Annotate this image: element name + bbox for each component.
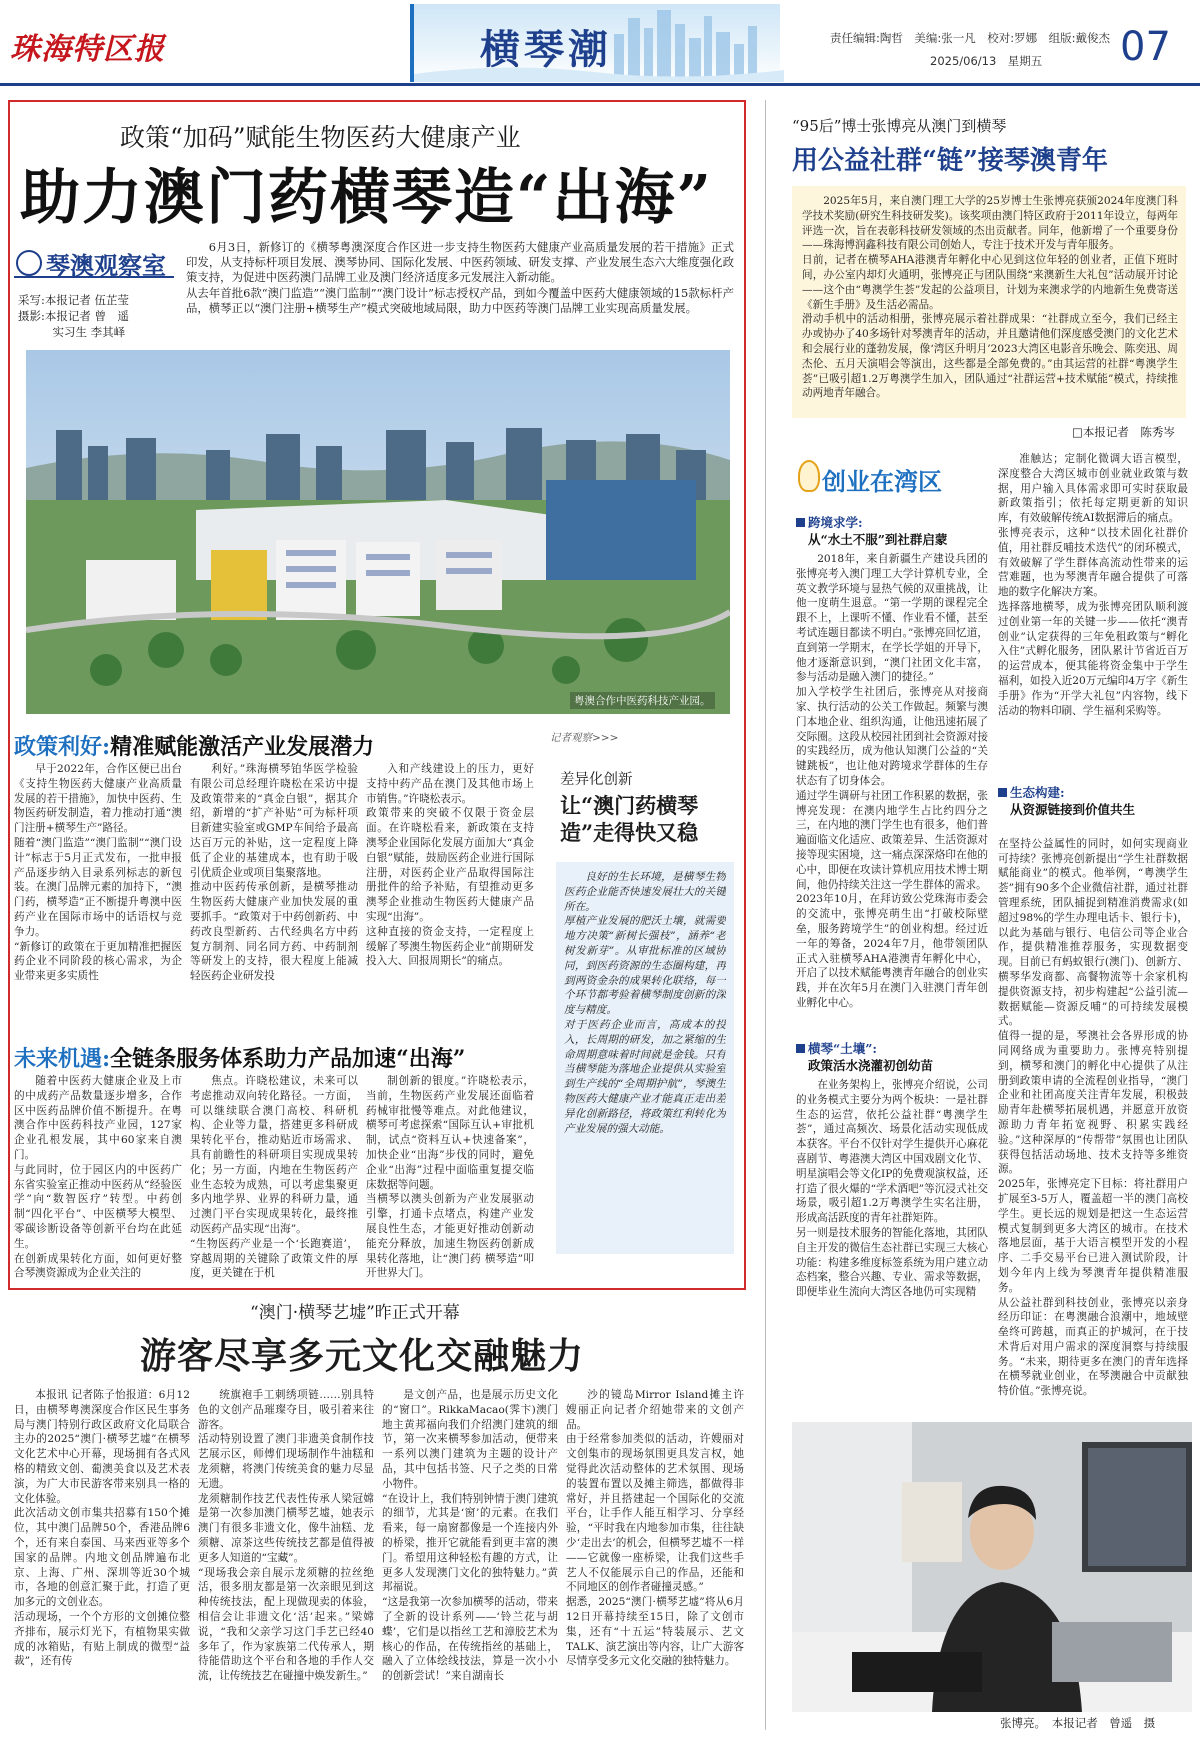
- lightbulb-icon: [798, 460, 820, 492]
- article2-lead-box: [792, 186, 1186, 418]
- square-bullet-icon: [796, 518, 805, 527]
- portrait-caption: 张博亮。 本报记者 曾遥 摄: [1000, 1716, 1156, 1730]
- article2-title: 用公益社群“链”接琴澳青年: [792, 146, 1108, 176]
- policy-column-2: 利好。”珠海横琴铂华医学检验有限公司总经理许晓松在采访中提及政策带来的“真金白银”，据其介绍，新增的“扩产补贴”可为标杆项目新建实验室或GMP车间给予最高达百万元的补贴，这一定程度上降低了企业的基建成本，也有助于吸引优质企业或项目集聚落地。 推动中医药传承创新，是横琴推动生物医药大健康产业加快发展的重要抓手。“政策对于中药创新药、中药改良型新药、古代经典名方中药复方制剂、同名同方药、中药制剂等研发上的支持，很大程度上能减轻医药企业研发投: [190, 763, 358, 983]
- feature-headline: 助力澳门药横琴造“出海”: [20, 163, 714, 233]
- byline-photo: 摄影:本报记者 曾 遥: [18, 309, 130, 323]
- commentary-kicker: 差异化创新: [560, 772, 633, 788]
- article3-column-2: 统旗袍手工刺绣项链……别具特色的文创产品璀璨夺目，吸引着来往游客。 活动特别设置了澳门非遗美食制作技艺展示区，师傅们现场制作牛油糕和龙须糖，将澳门传统美食的魅力尽显无遗。 龙须糖制作技艺代表性传承人梁冠嫦是第一次参加澳门横琴艺墟，她表示澳门有很多非遗文化，像牛油糕、龙须糖、凉茶这些传统技艺都是值得被更多人知道的“宝藏”。 “现场我会亲自展示龙须糖的拉丝绝活，很多朋友都是第一次亲眼见到这种传统技法，配上现做现卖的体验，相信会让非遗文化‘活’起来。”梁嫦说，“我和父亲学习这门手艺已经40多年了，作为家族第二代传承人，期待能借助这个平台和各地的手作人交流，让传统技艺在碰撞中焕发新生。”: [198, 1389, 374, 1683]
- photo-caption: 粤澳合作中医药科技产业园。: [570, 692, 715, 709]
- article3-title: 游客尽享多元文化交融魅力: [140, 1335, 585, 1377]
- editor-credits: 责任编辑:陶哲 美编:张一凡 校对:罗娜 组版:戴俊杰: [830, 31, 1110, 45]
- industrial-park-photo: [26, 350, 730, 714]
- section-heading-policy: [14, 730, 374, 761]
- column-divider: [765, 100, 766, 1730]
- article3-kicker: “澳门·横琴艺墟”昨正式开幕: [250, 1303, 460, 1323]
- future-column-2: 焦点。许晓松建议，未来可以考虑推动双向转化路径。一方面，可以继续联合澳门高校、科研机构、企业等力量，搭建更多科研成果转化平台，推动贴近市场需求、具有前瞻性的科研项目实现成果转化；另一方面，内地在生物医药产业生态较为成熟，可以考虑集聚更多内地学界、业界的科研力量，通过澳门平台实现成果转化，最终推动医药产品实现“出海”。 “生物医药产业是一个‘长跑赛道’，穿越周期的关键除了政策文件的厚度，更关键在于机: [190, 1075, 358, 1280]
- subhead-ecosystem-sub: 从资源链接到价值共生: [1010, 802, 1136, 817]
- subhead-title: 生态构建:: [1010, 785, 1065, 800]
- heading-text: 全链条服务体系助力产品加速“出海”: [110, 1046, 466, 1072]
- heading-label: 政策利好:: [14, 734, 111, 760]
- commentary-title: 让“澳门药横琴造”走得快又稳: [560, 793, 699, 845]
- subhead-hengqin-soil: [796, 1040, 877, 1057]
- policy-column-3: 入和产线建设上的压力，更好支持中药产品在澳门及其他市场上市销售。”许晓松表示。 政策带来的突破不仅限于资金层面。在许晓松看来，新政策在支持澳琴企业国际化发展方面加大“真金白银”赋能，鼓励医药企业进行国际注册，对医药企业产品取得国际注册批件的给予补贴，有望推动更多澳琴企业推动生物医药大健康产品实现“出海”。 这种直接的资金支持，一定程度上缓解了琴澳生物医药企业“前期研发投入大、回报周期长”的痛点。: [366, 763, 534, 968]
- globe-icon: [16, 250, 42, 276]
- future-column-1: 随着中医药大健康企业及上市的中成药产品数量逐步增多，合作区中医药品牌价值不断提升。在粤澳合作中医药科技产业园，127家企业孔根发展，其中60家来自澳门。 与此同时，位于园区内的中医药广东省实验室正推动中医药从“经验医学”向“数智医疗”转型。中药创制“四化平台”、中医横琴大模型、零碳诊断设备等创新平台均在此延生。 在创新成果转化方面，如何更好整合琴澳资源成为企业关注的: [14, 1075, 182, 1280]
- feature-kicker: 政策“加码”赋能生物医药大健康产业: [120, 123, 521, 152]
- subhead-title: 跨境求学:: [808, 515, 863, 530]
- article3-column-4: 沙的镜岛Mirror Island摊主许嫂丽正向记者介绍她带来的文创产品。 由于经常参加类似的活动，许嫂丽对文创集市的现场氛围更具发言权，她觉得此次活动整体的艺术氛围、现场的装置布置以及摊主筛选，都做得非常好，并且搭建起一个国际化的交流平台，让手作人能互相学习、分享经验，“平时我在内地参加市集，往往缺少‘走出去’的机会，但横琴艺墟不一样——它就像一座桥梁，让我们这些手艺人不仅能展示自己的作品，还能和不同地区的创作者碰撞灵感。” 据悉，2025“澳门·横琴艺墟”将从6月12日开幕持续至15日，除了文创市集，还有“十五运”特装展示、艺文TALK、演艺演出等内容，让广大游客尽情享受多元文化交融的独特魅力。: [566, 1389, 744, 1668]
- byline-writer: 采写:本报记者 伍芷莹: [18, 293, 130, 307]
- subhead-cross-border-sub: 从“水土不服”到社群启蒙: [808, 532, 948, 547]
- subhead-title: 横琴“土壤”:: [808, 1041, 877, 1056]
- heading-label: 未来机遇:: [14, 1046, 111, 1072]
- article2-column-2b-text: 在坚持公益属性的同时，如何实现商业可持续？张博亮创新提出“学生社群数据赋能商业”的模式。他举例，“粤澳学生荟”拥有90多个企业微信社群，通过社群管理系统，团队捕捉到精准消费需求(如超过98%的学生办理电话卡、银行卡)，以此为基础与银行、电信公司等企业合作，提供精准推荐服务，实现数据变现。目前已有蚂蚁银行(澳门)、创新方、横琴华发商都、高餐物流等十余家机构提供资源支持，初步构建起“公益引流—数据赋能—资源反哺”的可持续发展模式。 值得一提的是，琴澳社会各界形成的协同网络成为重要助力。张博亮特别提到，横琴和澳门的孵化中心提供了从注册到政策申请的全流程创业指导，“澳门企业和社团高度关注青年发展，积极鼓励青年赴横琴拓展机遇，并愿意开放资源助力青年拓宽视野、积累实践经验。”这种深厚的“传帮带”氛围也让团队获得包括活动场地、技术支持等多维资源。 2025年，张博亮定下目标：将社群用户扩展至3-5万人，覆盖超一半的澳门高校学生。更长远的规划是把这一生态运营模式复制到更多大湾区的城市。在技术落地层面，基于大语言模型开发的小程序、二手交易平台已进入测试阶段，计划今年内上线为琴澳青年提供精准服务。 从公益社群到科技创业，张博亮以亲身经历印证：在粤澳融合浪潮中，地域壁垒终可跨越，而真正的护城河，在于技术背后对用户需求的深度洞察与持续服务。“未来，期待更多在澳门的青年选择在横琴就业创业，在琴澳融合中贡献独特价值。”张博亮说。: [998, 837, 1188, 1398]
- article2-column-1a: 2018年，来自新疆生产建设兵团的张博亮考入澳门理工大学计算机专业，全英文教学环境与显热气候的双重挑战，让他一度萌生退意。“第一学期的课程完全跟不上，上课听不懂、作业看不懂，甚至考试连题目都读不明白。”张博亮回忆道，直到第一学期末，在学长学姐的开导下，他才逐渐意识到，“澳门社团文化丰富，参与活动是融入澳门的捷径。” 加入学校学生社团后，张博亮从对接商家、执行活动的公关工作做起。频繁与澳门本地企业、组织沟通，让他迅速拓展了交际圈。这段从校园社团到社会资源对接的实践经历，成为他认知澳门公益的“关键跳板”，也让他对跨境求学群体的生存状态有了切身体会。 通过学生调研与社团工作积累的数据，张博亮发现：在澳内地学生占比约四分之三，在内地的澳门学生也有很多，他们普遍面临文化适应、政策差异、生活资源对接等现实困境，这一痛点深深烙印在他的心中，即便在攻读计算机应用技术博士期间，他仍持续关注这一学生群体的需求。 2023年10月，在拜访致公党珠海市委会的交流中，张博亮萌生出“打破校际壁垒，服务跨境学生”的创业构想。经过近一年的筹备，2024年7月，他带领团队正式入驻横琴AHA港澳青年孵化中心，开启了以技术赋能粤澳青年融合的创业实践，并在次年5月在澳门入驻澳门青年创业孵化中心。: [796, 553, 988, 1009]
- subhead-hengqin-soil-sub: 政策活水浇灌初创幼苗: [808, 1058, 934, 1073]
- portrait-photo: [792, 1422, 1192, 1712]
- square-bullet-icon: [998, 788, 1007, 797]
- paper-name: 珠海特区报: [10, 32, 165, 67]
- section-heading-future: [14, 1042, 465, 1073]
- byline-intern: 实习生 李其峄: [18, 325, 126, 339]
- article2-column-2b: [998, 822, 1188, 1416]
- article2-kicker: “95后”博士张博亮从澳门到横琴: [792, 117, 1007, 135]
- article3-column-1: 本报讯 记者陈子怡报道：6月12日，由横琴粤澳深度合作区民生事务局与澳门特别行政区政府文化局联合主办的2025“澳门·横琴艺墟”在横琴文化艺术中心开幕，现场拥有各式风格的精致文创、葡澳美食以及艺术表演，为广大市民游客带来别具一格的文化体验。 此次活动文创市集共招募有150个摊位，其中澳门品牌50个，香港品牌6个，还有来自泰国、马来西亚等多个国家的品牌。内地文创品牌遍布北京、上海、广州、深圳等近30个城市，各地的创意汇聚于此，打造了更加多元的文创业态。 活动现场，一个个方形的文创摊位整齐排布，展示灯光下，有植物果实做成的冰箱贴，有贴上制成的微型“益裁”，还有传: [14, 1389, 190, 1668]
- feature-lead: 6月3日，新修订的《横琴粤澳深度合作区进一步支持生物医药大健康产业高质量发展的若干措施》正式印发，从支持标杆项目发展、澳琴协同、国际化发展、中医药领域、研发支撑、产业发展生态六大维度强化政策支持，为促进中医药澳门品牌工业及澳门经济适度多元发展注入新动能。 从去年首批6款“澳门监造”“澳门监制”“澳门设计”标志授权产品，到如今覆盖中医药大健康领域的15款标杆产品，横琴正以“澳门注册+横琴生产”模式突破地域局限，助力中医药等澳门品牌工业实现高质量发展。: [186, 240, 734, 315]
- future-column-3: 制创新的银度。”许晓松表示，当前，生物医药产业发展还面临着药械审批慢等难点。对此他建议，横琴可考虑探索“国际互认+审批机制，试点“资料互认+快速备案”，加快企业“出海”步伐的同时，避免企业“出海”过程中面临重复提交临床数据等问题。 当横琴以澳头创新为产业发展驱动引擎，打通卡点堵点，构建产业发展良性生态，才能更好推动创新动能充分释放，加速生物医药创新成果转化落地，让“澳门药 横琴造”叩开世界大门。: [366, 1075, 534, 1280]
- feature-bylines: [18, 292, 129, 340]
- section-title: 横琴潮: [480, 26, 612, 73]
- heading-text: 精准赋能激活产业发展潜力: [110, 734, 375, 760]
- article2-column-1b: 在业务架构上，张博亮介绍说，公司的业务模式主要分为两个板块：一是社群生态的运营，依托公益社群“粤澳学生荟”，通过高频次、场景化活动实现低成本获客。平台不仅针对学生提供开心麻花喜剧节、粤港澳大湾区中国戏剧文化节、明星演唱会等文化IP的免费观演权益，还打造了很火爆的“学术酒吧”等沉浸式社交场景，吸引超1.2万粤澳学生实名注册，形成高活跃度的青年社群矩阵。 另一则是技术服务的智能化落地，其团队自主开发的微信生态社群已实现三大核心功能：构建多维度标签系统为用户建立动态档案，整合兴趣、专业、需求等数据，即便毕业生流向大湾区各地仍可实现精: [796, 1079, 988, 1299]
- article2-column-2a: 准触达；定制化微调大语言模型，深度整合大湾区城市创业就业政策与数据，用户输入具体需求即可实时获取最新政策指引；依托每定期更新的知识库，有效破解传统AI数据滞后的痛点。 张博亮表示，这种“以技术固化社群价值，用社群反哺技术迭代”的闭环模式，有效破解了学生群体高流动性带来的运营难题，也为琴澳青年融合提供了可落地的数字化解决方案。 选择落地横琴，成为张博亮团队顺利渡过创业第一年的关键一步——依托“澳青创业”认定获得的三年免租政策与“孵化入住”式孵化服务，团队累计节省近百万的运营成本，便其能将资金集中于学生福利，如投入近20万元编印4万字《新生手册》作为“开学大礼包”内容物，线下活动的物料印刷、学生福利采购等。: [998, 453, 1188, 717]
- article2-reporter: □本报记者 陈秀岑: [1072, 425, 1175, 439]
- subhead-ecosystem: [998, 784, 1188, 801]
- column-tag-startup: 创业在湾区: [822, 467, 942, 496]
- portrait-illustration: [792, 1422, 1192, 1712]
- commentary-tag: 记者观察>>>: [550, 732, 619, 744]
- subhead-cross-border: [796, 514, 863, 531]
- issue-date: 2025/06/13 星期五: [930, 54, 1043, 68]
- policy-column-1: 早于2022年，合作区便已出台《支持生物医药大健康产业高质量发展的若干措施》，加快中医药、生物医药研发制造，着力推动打通“澳门注册+横琴生产”路径。 随着“澳门监造”“澳门监制”“澳门设计”标志于5月正式发布，一批申报产品逐步纳入目录系列标志的新包装。在澳门品牌元素的加持下，“澳门药，横琴造”正不断提升粤澳中医药产业在国际市场中的话语权与竞争力。 “新修订的政策在于更加精准把握医药企业不同阶段的核心需求，为企业带来更多实质性: [14, 763, 182, 983]
- column-tag-label: 琴澳观察室: [46, 251, 166, 280]
- page-number: 07: [1120, 24, 1171, 70]
- article2-lead: 2025年5月，来自澳门理工大学的25岁博士生张博亮获颁2024年度澳门科学技术奖励(研究生科技研发奖)。该奖项由澳门特区政府于2011年设立，每两年评选一次，旨在表彰科技研发领域的杰出贡献者。同年，他新增了一个重要身份——珠海博润鑫科技有限公司创始人，专注于技术开发与青年服务。 日前，记者在横琴AHA港澳青年孵化中心见到这位年轻的创业者，正值下班时间，办公室内却灯火通明，张博亮正与团队围绕“来澳新生大礼包”活动展开讨论——这个由“粤澳学生荟”发起的公益项目，计划为来澳求学的内地新生免费寄送《新生手册》及生活必需品。 滑动手机中的活动相册，张博亮展示着社群成果：“社群成立至今，我们已经主办或协办了40多场针对琴澳青年的活动，并且邀请他们深度感受澳门的文化艺术和会展行业的蓬勃发展，像‘湾区升明月’2023大湾区电影音乐晚会、陈奕迅、周杰伦、五月天演唱会等演出，这些都是全部免费的。”由其运营的社群“粤澳学生荟”已吸引超1.2万粤澳学生加入，团队通过“社群运营+技术赋能”模式，持续推动两地青年融合。: [802, 195, 1178, 400]
- commentary-box: [556, 862, 734, 1254]
- commentary-body: 良好的生长环境，是横琴生物医药企业能否快速发展壮大的关键所在。 厚植产业发展的肥沃土壤，就需要地方决策“新树长强枝”，涵养“老树发新芽”。从审批标准的区域协同，到医药资源的生态圈构建，再到两资金杂的成果转化联络，每一个环节都考验着横琴制度创新的深度与精度。 对于医药企业而言，高成本的投入，长周期的研发，加之紧缩的生命周期意味着时间就是金钱。只有当横琴能为落地企业提供从实验室到生产线的“全周期护航”，琴澳生物医药大健康产业才能真正走出差异化创新路径，将政策红利转化为产业发展的强大动能。: [564, 871, 726, 1135]
- article3-column-3: 是文创产品，也是展示历史文化的“窗口”。RikkaMacao(霁卞)澳门地主黄邦福向我们介绍澳门建筑的细节，第一次来横琴参加活动，便带来一系列以澳门建筑为主题的设计产品，其中包括书签、尺子之类的日常小物件。 “在设计上，我们特别钟情于澳门建筑的细节，尤其是‘窗’的元素。在我们看来，每一扇窗都像是一个连接内外的桥梁，推开它就能看到更丰富的澳门。希望用这种轻松有趣的方式，让更多人发现澳门文化的独特魅力。”黄邦福说。 “这是我第一次参加横琴的活动，带来了全新的设计系列——‘铃兰花与胡蝶’，它们是以指丝工艺和漳胶艺术为核心的作品，在传统指丝的基础上，融入了立体绘线技法，算是一次小小的创新尝试！”来自湖南长: [382, 1389, 558, 1683]
- photo-illustration: [26, 350, 730, 714]
- square-bullet-icon: [796, 1044, 805, 1053]
